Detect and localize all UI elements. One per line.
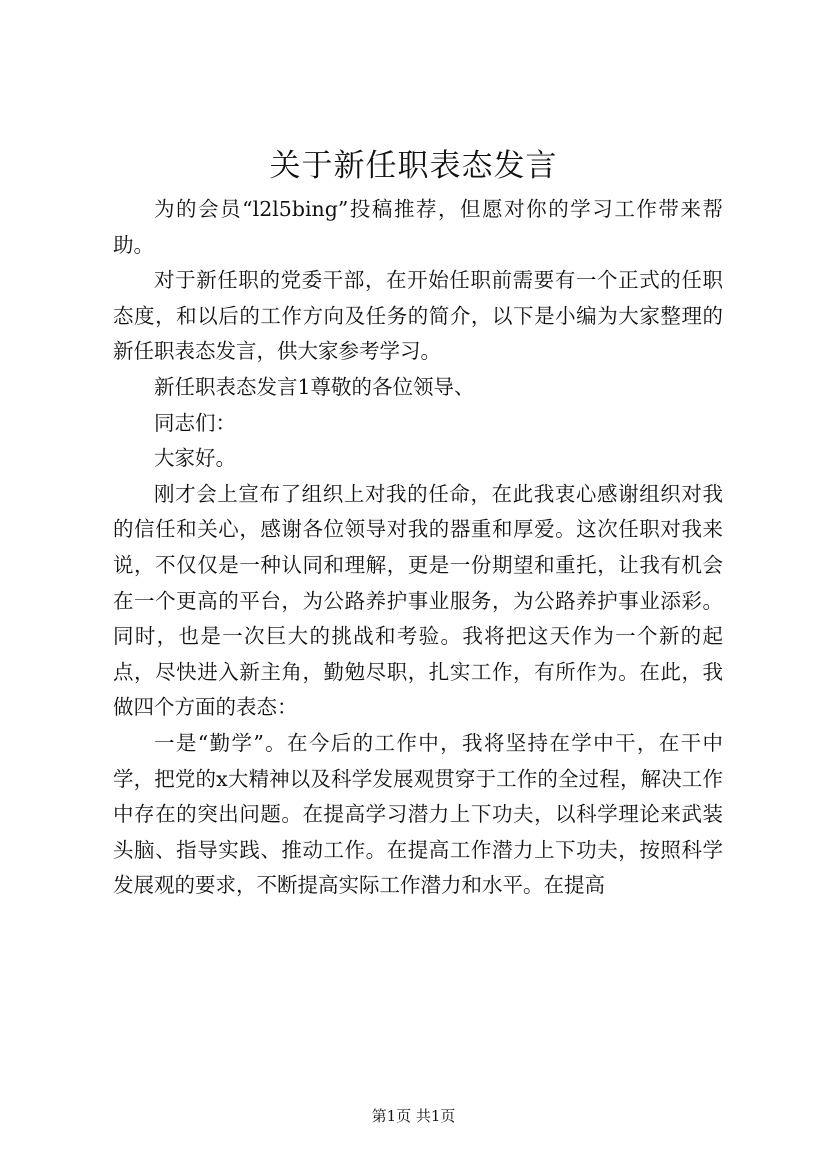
document-title: 关于新任职表态发言 [269, 148, 558, 184]
paragraph: 大家好。 [154, 446, 236, 471]
paragraph: 为的会员“l2l5bing”投稿推荐，但愿对你的学习工作带来帮助。 [113, 197, 723, 257]
page-footer: 第1页 共1页 [371, 1107, 456, 1125]
paragraph: 对于新任职的党委干部，在开始任职前需要有一个正式的任职态度，和以后的工作方向及任务的简介，以下是小编为大家整理的新任职表态发言，供大家参考学习。 [113, 268, 723, 364]
paragraph: 刚才会上宣布了组织上对我的任命，在此我衷心感谢组织对我的信任和关心，感谢各位领导对我的器重和厚爱。这次任职对我来说，不仅仅是一种认同和理解，更是一份期望和重托，让我有机会在一个更高的平台，为公路养护事业服务，为公路养护事业添彩。同时，也是一次巨大的挑战和考验。我将把这天作为一个新的起点，尽快进入新主角，勤勉尽职，扎实工作，有所作为。在此，我做四个方面的表态： [113, 481, 723, 720]
paragraph: 同志们： [154, 410, 236, 435]
paragraph: 一是“勤学”。在今后的工作中，我将坚持在学中干，在干中学，把党的x大精神以及科学发展观贯穿于工作的全过程，解决工作中存在的突出问题。在提高学习潜力上下功夫，以科学理论来武装头脑、指导实践、推动工作。在提高工作潜力上下功夫，按照科学发展观的要求，不断提高实际工作潜力和水平。在提高 [113, 730, 723, 898]
paragraph: 新任职表态发言1尊敬的各位领导、 [154, 374, 475, 399]
document-body [113, 192, 723, 904]
